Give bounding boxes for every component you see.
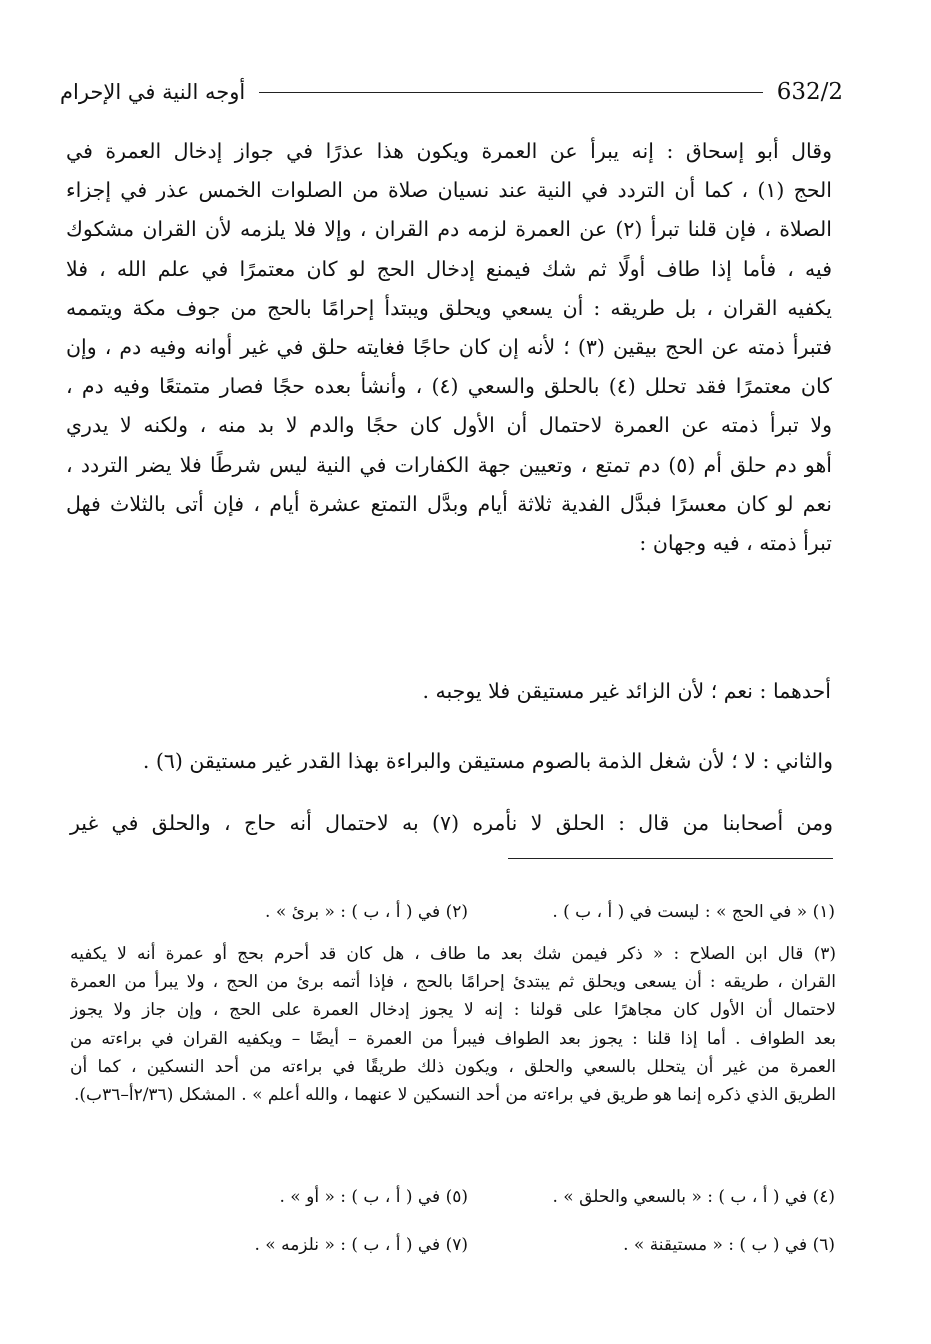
footnote-5: (٥) في ( أ ، ب ) : « أو » . [279, 1187, 468, 1207]
footnote-line: (٣) قال ابن الصلاح : « ذكر فيمن شك بعد ما طاف ، هل كان قد أحرم بحج أو عمرة أنه لا يكفيه [70, 944, 836, 964]
footnote-line: بعد الطواف . أما إذا قلنا : يجوز بعد الطواف فيبرأ من العمرة – أيضًا – ويكفيه القران في براءته من [70, 1028, 836, 1049]
text-line: تبرأ ذمته ، فيه وجهان : [639, 531, 832, 556]
footnote-line: القران ، طريقه : أن يسعى ويحلق ثم يبتدئ إحرامًا بالحج ، فإذا أتمه برئ من الحج ، ولا يبرأ من العمرة [70, 972, 836, 993]
continuation-line: ومن أصحابنا من قال : الحلق لا نأمره (٧) به لاحتمال أنه حاج ، والحلق في غير [70, 811, 834, 835]
header-rule [259, 92, 763, 93]
footnote-6: (٦) في ( ب ) : « مستيقنة » . [623, 1235, 835, 1255]
footnote-7: (٧) في ( أ ، ب ) : « نلزمه » . [254, 1235, 468, 1255]
footnote-line: لاحتمال أن الأول كان مجاهرًا على قولنا : إنه لا يجوز إدخال العمرة على الحج ، وإن جاز ولا يجوز [70, 1000, 836, 1021]
text-line: الحج (١) ، كما أن التردد في النية عند نسيان صلاة من الصلوات الخمس عذر في إجزاء [66, 178, 832, 203]
text-line: فتبرأ ذمته عن الحج بيقين (٣) ؛ لأنه إن كان حاجًا فغايته حلق في غير أوانه وفيه دم ، وإن [66, 335, 832, 360]
text-line: نعم لو كان معسرًا فبدَّل الفدية ثلاثة أيام وبدَّل التمتع عشرة أيام ، فإن أتى بالثلاث فهل [66, 491, 832, 516]
text-line: أهو دم حلق أم (٥) دم تمتع ، وتعيين جهة الكفارات في النية ليس شرطًا فلا يضر التردد ، [66, 452, 832, 477]
text-line: يكفيه القران ، بل طريقه : أن يسعي ويحلق ويبتدأ إحرامًا بالحج من جوف مكة ويتممه [66, 295, 832, 320]
footnote-row [100, 1231, 835, 1259]
footnote-1: (١) « في الحج » : ليست في ( أ ، ب ) . [552, 902, 835, 922]
option-first: أحدهما : نعم ؛ لأن الزائد غير مستيقن فلا يوجبه . [422, 679, 831, 703]
footnote-separator [508, 858, 833, 859]
footnote-line: العمرة من غير أن يتحلل بالسعي والحلق ، ويكون ذلك طريقًا في براءته من أحد النسكين ، كما أن [70, 1056, 836, 1077]
main-text [66, 132, 832, 563]
footnote-row [100, 1183, 835, 1211]
text-line: الصلاة ، فإن قلنا تبرأ (٢) عن العمرة لزمه دم القران ، وإلا فلا يلزمه لأن القران مشكوك [66, 217, 832, 242]
page-header [60, 72, 843, 112]
footnote-3 [70, 940, 836, 1109]
text-line: فيه ، فأما إذا طاف أولًا ثم شك فيمنع إدخال الحج لو كان معتمرًا في علم الله ، فلا [66, 256, 832, 281]
running-title: أوجه النية في الإحرام [60, 80, 246, 104]
page-number: 632/2 [776, 79, 843, 105]
text-line: كان معتمرًا فقد تحلل (٤) بالحلق والسعي (٤) ، وأنشأ بعده حجًا فصار متمتعًا وفيه دم ، [66, 374, 832, 399]
text-line: ولا تبرأ ذمته عن العمرة لاحتمال أن الأول كان حجًا والدم لا بد منه ، ولكنه لا يدري [66, 413, 832, 438]
footnote-line: الطريق الذي ذكره إنما هو طريق في براءته من أحد النسكين لا عنهما ، والله أعلم » . المشكل (٢/٣٦أ–٣٦ب). [74, 1085, 836, 1106]
option-second: والثاني : لا ؛ لأن شغل الذمة بالصوم مستيقن والبراءة بهذا القدر غير مستيقن (٦) . [142, 749, 833, 773]
footnote-4: (٤) في ( أ ، ب ) : « بالسعي والحلق » . [552, 1187, 835, 1207]
footnote-2: (٢) في ( أ ، ب ) : « برئ » . [265, 902, 468, 922]
footnote-row [100, 898, 835, 926]
text-line: وقال أبو إسحاق : إنه يبرأ عن العمرة ويكون هذا عذرًا في جواز إدخال العمرة في [66, 139, 832, 163]
